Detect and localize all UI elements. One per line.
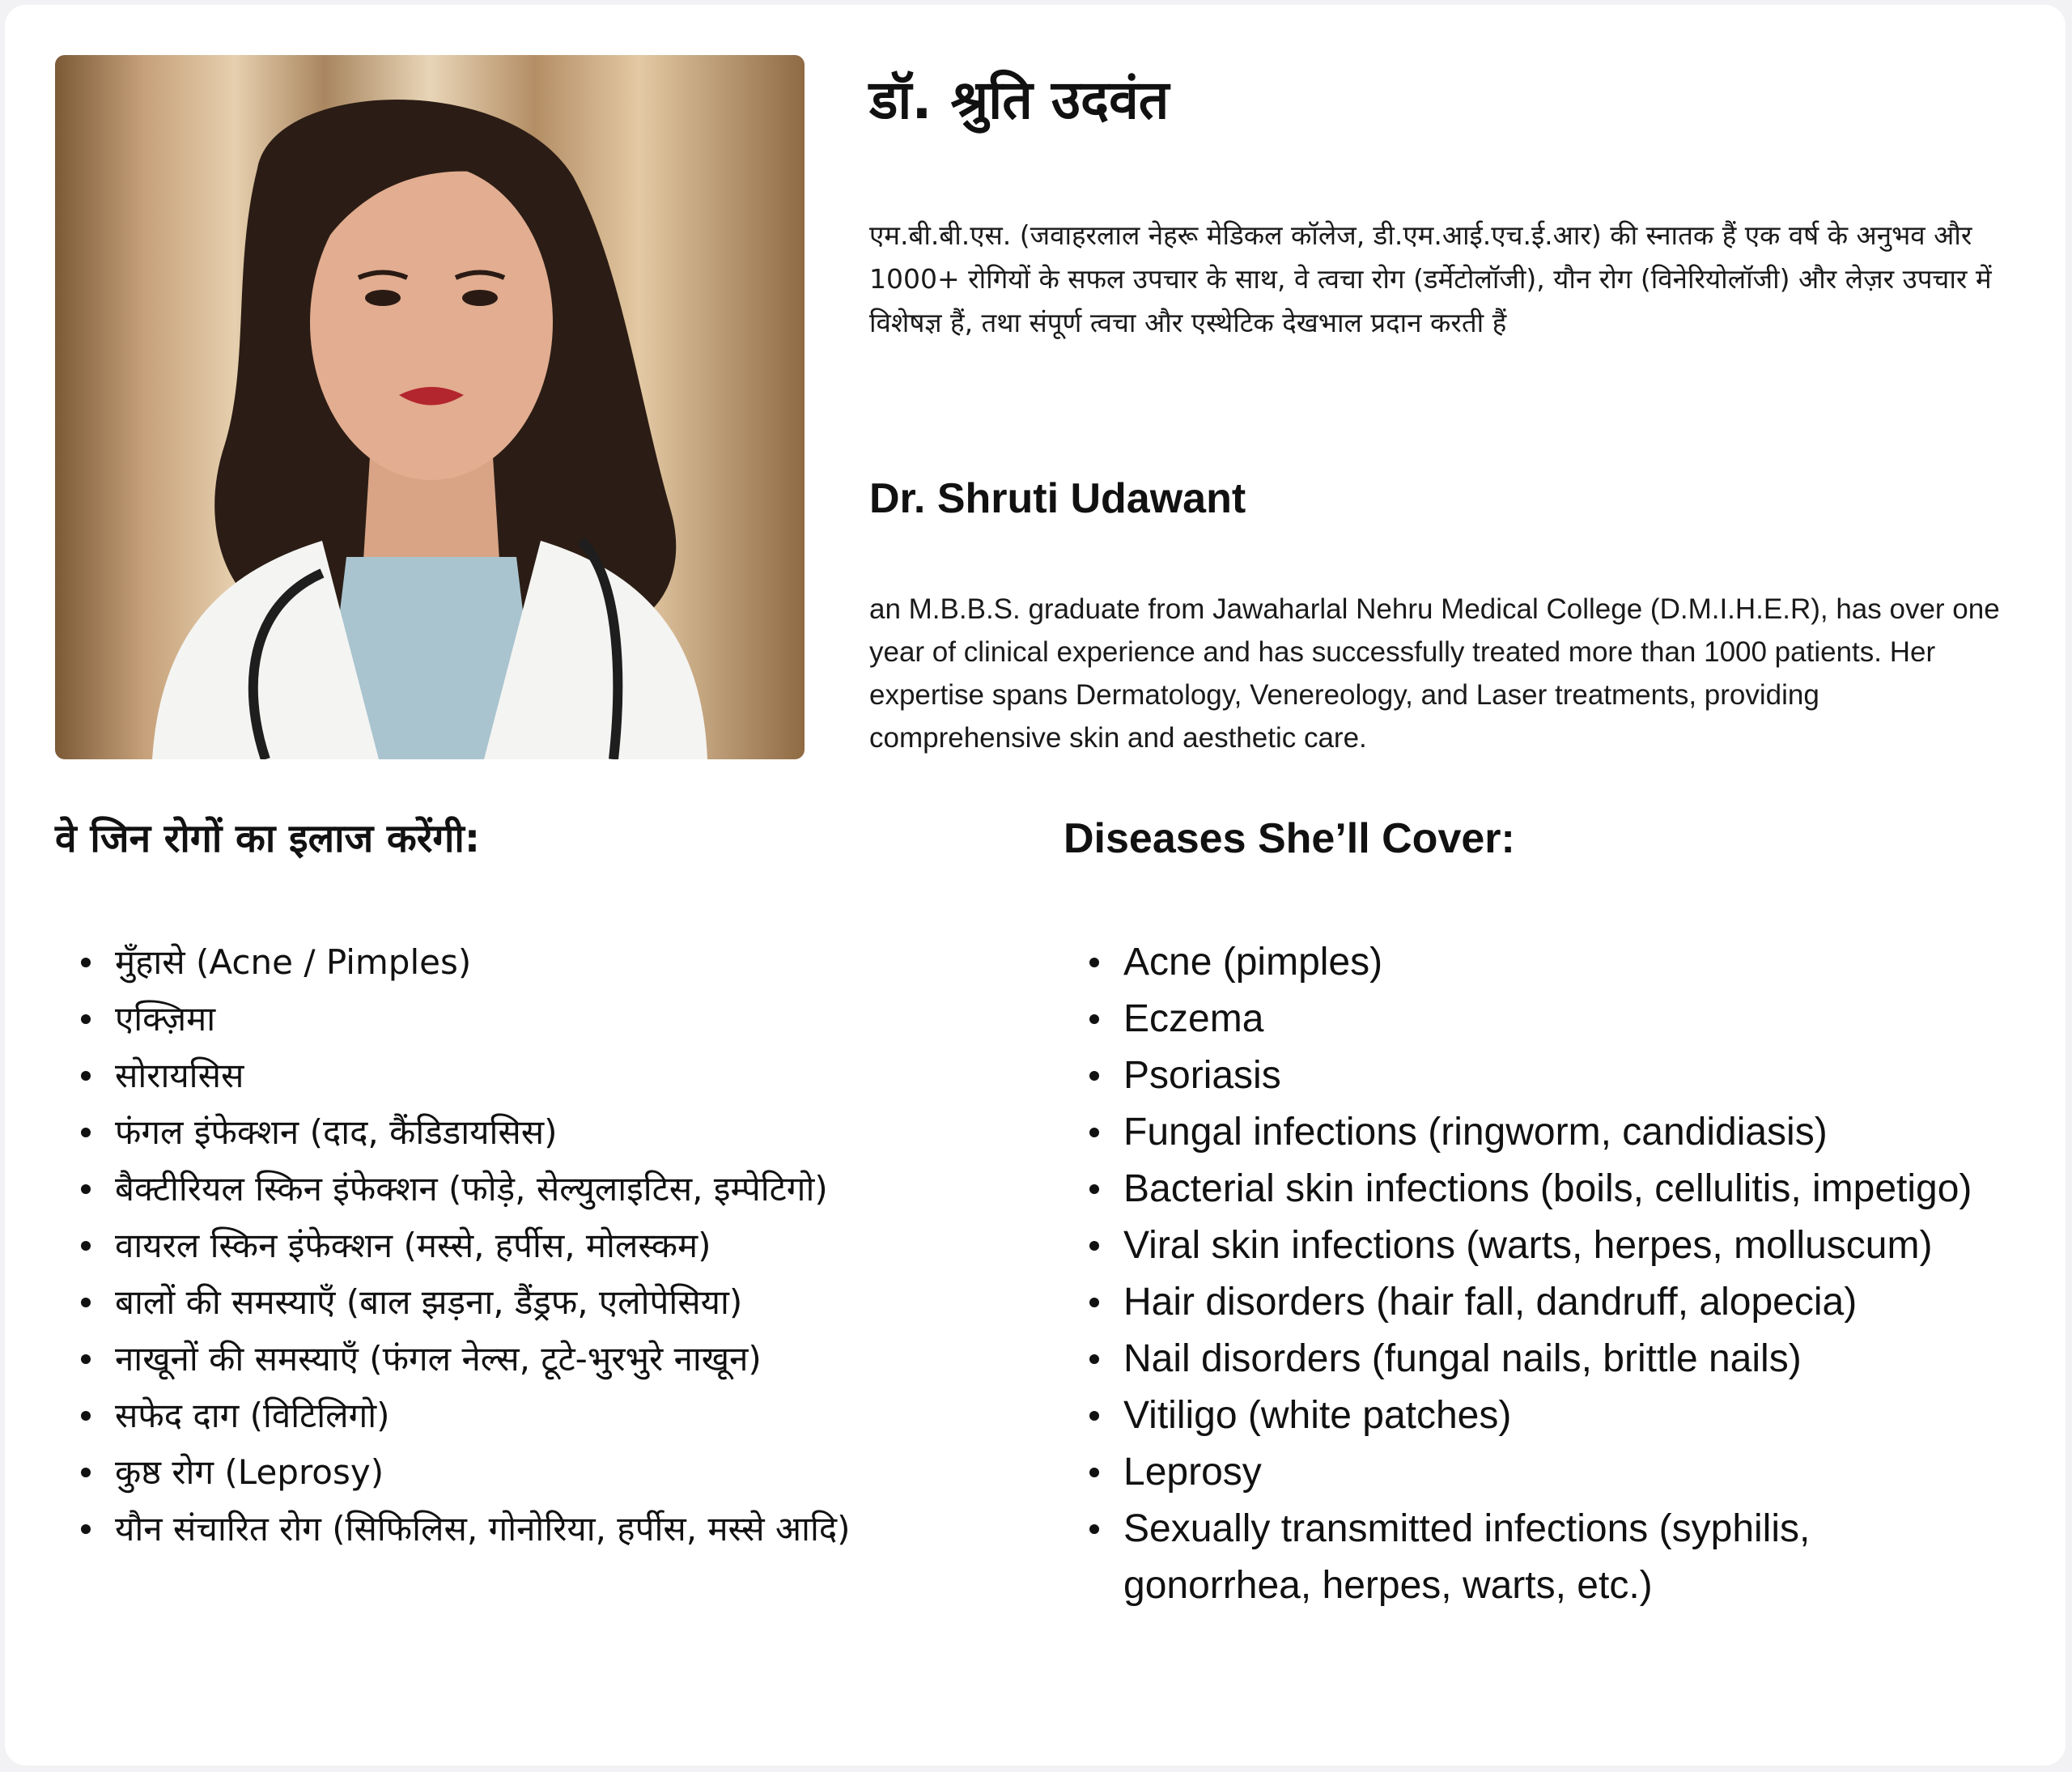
list-item: नाखूनों की समस्याएँ (फंगल नेल्स, टूटे-भुरभुरे नाखून) xyxy=(73,1331,1036,1387)
list-item: Viral skin infections (warts, herpes, molluscum) xyxy=(1081,1217,2004,1274)
list-item: बालों की समस्याएँ (बाल झड़ना, डैंड्रफ, एलोपेसिया) xyxy=(73,1274,1036,1331)
doctor-profile-card xyxy=(5,5,2066,1766)
list-item: Vitiligo (white patches) xyxy=(1081,1387,2004,1444)
list-item: सोरायसिस xyxy=(73,1047,1036,1104)
doctor-bio-hindi: एम.बी.बी.एस. (जवाहरलाल नेहरू मेडिकल कॉलेज, डी.एम.आई.एच.ई.आर) की स्नातक हैं एक वर्ष के अनुभव और 1000+ रोगियों के सफल उपचार के साथ, वे त्वचा रोग (डर्मेटोलॉजी), यौन रोग (विनेरियोलॉजी) और लेज़र उपचार में विशेषज्ञ हैं, तथा संपूर्ण त्वचा और एस्थेटिक देखभाल प्रदान करती हैं xyxy=(869,219,1992,338)
doctor-bio-english: an M.B.B.S. graduate from Jawaharlal Nehru Medical College (D.M.I.H.E.R), has over one year of clinical experience and has successfully treated more than 1000 patients. Her expertise spans Dermatology, Venereology, and Laser treatments, providing comprehensive skin and aesthetic care. xyxy=(869,593,2000,754)
list-item: Fungal infections (ringworm, candidiasis) xyxy=(1081,1104,2004,1161)
list-item: Eczema xyxy=(1081,991,2004,1047)
list-item: मुँहासे (Acne / Pimples) xyxy=(73,934,1036,991)
list-item: Acne (pimples) xyxy=(1081,934,2004,991)
diseases-list-english xyxy=(1081,934,2004,1614)
doctor-name-hindi: डॉ. श्रुति उदवंत xyxy=(869,69,1170,131)
diseases-list-hindi xyxy=(73,934,1036,1557)
doctor-portrait-photo xyxy=(55,55,805,759)
list-item: Sexually transmitted infections (syphilis, gonorrhea, herpes, warts, etc.) xyxy=(1081,1501,2004,1614)
diseases-heading-english: Diseases She’ll Cover: xyxy=(1064,815,1515,862)
list-item: सफेद दाग (विटिलिगो) xyxy=(73,1387,1036,1444)
list-item: कुष्ठ रोग (Leprosy) xyxy=(73,1444,1036,1501)
list-item: वायरल स्किन इंफेक्शन (मस्से, हर्पीस, मोलस्कम) xyxy=(73,1217,1036,1274)
list-item: Nail disorders (fungal nails, brittle nails) xyxy=(1081,1331,2004,1387)
list-item: Bacterial skin infections (boils, cellulitis, impetigo) xyxy=(1081,1161,2004,1217)
list-item: बैक्टीरियल स्किन इंफेक्शन (फोड़े, सेल्युलाइटिस, इम्पेटिगो) xyxy=(73,1161,1036,1217)
list-item: यौन संचारित रोग (सिफिलिस, गोनोरिया, हर्पीस, मस्से आदि) xyxy=(73,1501,1036,1557)
doctor-name-english: Dr. Shruti Udawant xyxy=(869,475,1246,522)
list-item: एक्ज़िमा xyxy=(73,991,1036,1047)
list-item: Leprosy xyxy=(1081,1444,2004,1501)
list-item: Hair disorders (hair fall, dandruff, alopecia) xyxy=(1081,1274,2004,1331)
diseases-heading-hindi: वे जिन रोगों का इलाज करेंगी: xyxy=(55,816,481,861)
list-item: फंगल इंफेक्शन (दाद, कैंडिडायसिस) xyxy=(73,1104,1036,1161)
list-item: Psoriasis xyxy=(1081,1047,2004,1104)
